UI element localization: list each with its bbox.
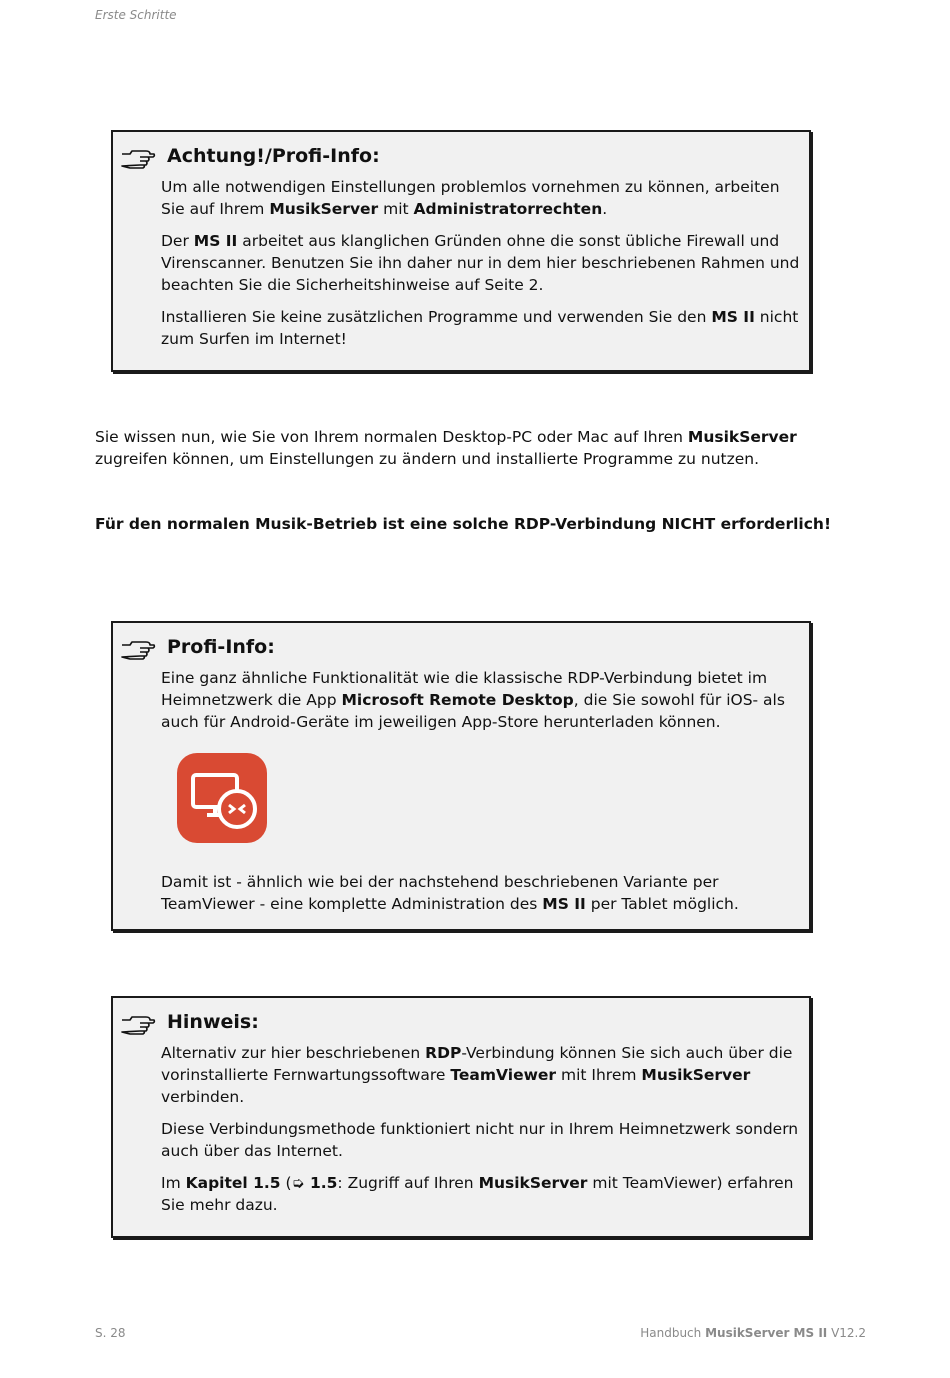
box-paragraph: Installieren Sie keine zusätzlichen Programme und verwenden Sie den MS II nicht zum Surfen im Internet!	[161, 308, 799, 348]
pointing-hand-icon	[120, 639, 156, 661]
info-box-profi	[111, 621, 811, 931]
footer-title: Handbuch MusikServer MS II V12.2	[640, 1326, 866, 1340]
box-paragraph: Um alle notwendigen Einstellungen problemlos vornehmen zu können, arbeiten Sie auf Ihrem MusikServer mit Administratorrechten.	[161, 178, 780, 218]
intro-paragraph: Sie wissen nun, wie Sie von Ihrem normalen Desktop-PC oder Mac auf Ihren MusikServer zugreifen können, um Einstellungen zu ändern und installierte Programme zu nutzen.	[95, 428, 797, 468]
box-title: Hinweis:	[167, 1011, 259, 1033]
box-paragraph: Im Kapitel 1.5 (➭ 1.5: Zugriff auf Ihren MusikServer mit TeamViewer) erfahren Sie mehr dazu.	[161, 1174, 794, 1214]
box-paragraph: Eine ganz ähnliche Funktionalität wie die klassische RDP-Verbindung bietet im Heimnetzwerk die App Microsoft Remote Desktop, die Sie sowohl für iOS- als auch für Android-Geräte im jeweiligen App-Store herunterladen können.	[161, 669, 785, 731]
info-box-attention	[111, 130, 811, 372]
running-head: Erste Schritte	[95, 8, 177, 22]
pointing-hand-icon	[120, 148, 156, 170]
box-paragraph: Damit ist - ähnlich wie bei der nachstehend beschriebenen Variante per TeamViewer - eine komplette Administration des MS II per Tablet möglich.	[161, 873, 739, 913]
arrow-right-icon: ➭	[291, 1174, 305, 1192]
box-title: Profi-Info:	[167, 636, 275, 658]
box-paragraph: Alternativ zur hier beschriebenen RDP-Verbindung können Sie sich auch über die vorinstallierte Fernwartungssoftware TeamViewer mit Ihrem MusikServer verbinden.	[161, 1044, 793, 1106]
info-box-hint	[111, 996, 811, 1238]
box-paragraph: Der MS II arbeitet aus klanglichen Gründen ohne die sonst übliche Firewall und Virenscanner. Benutzen Sie ihn daher nur in dem hier beschriebenen Rahmen und beachten Sie die Sicherheitshinweise auf Seite 2.	[161, 232, 800, 294]
rdp-warning: Für den normalen Musik-Betrieb ist eine solche RDP-Verbindung NICHT erforderlich!	[95, 515, 832, 533]
remote-desktop-app-icon	[177, 753, 267, 843]
page-number: S. 28	[95, 1326, 126, 1340]
pointing-hand-icon	[120, 1014, 156, 1036]
chapter-link[interactable]: Kapitel 1.5	[185, 1174, 281, 1192]
box-paragraph: Diese Verbindungsmethode funktioniert nicht nur in Ihrem Heimnetzwerk sondern auch über das Internet.	[161, 1120, 799, 1160]
box-title: Achtung!/Profi-Info:	[167, 145, 380, 167]
